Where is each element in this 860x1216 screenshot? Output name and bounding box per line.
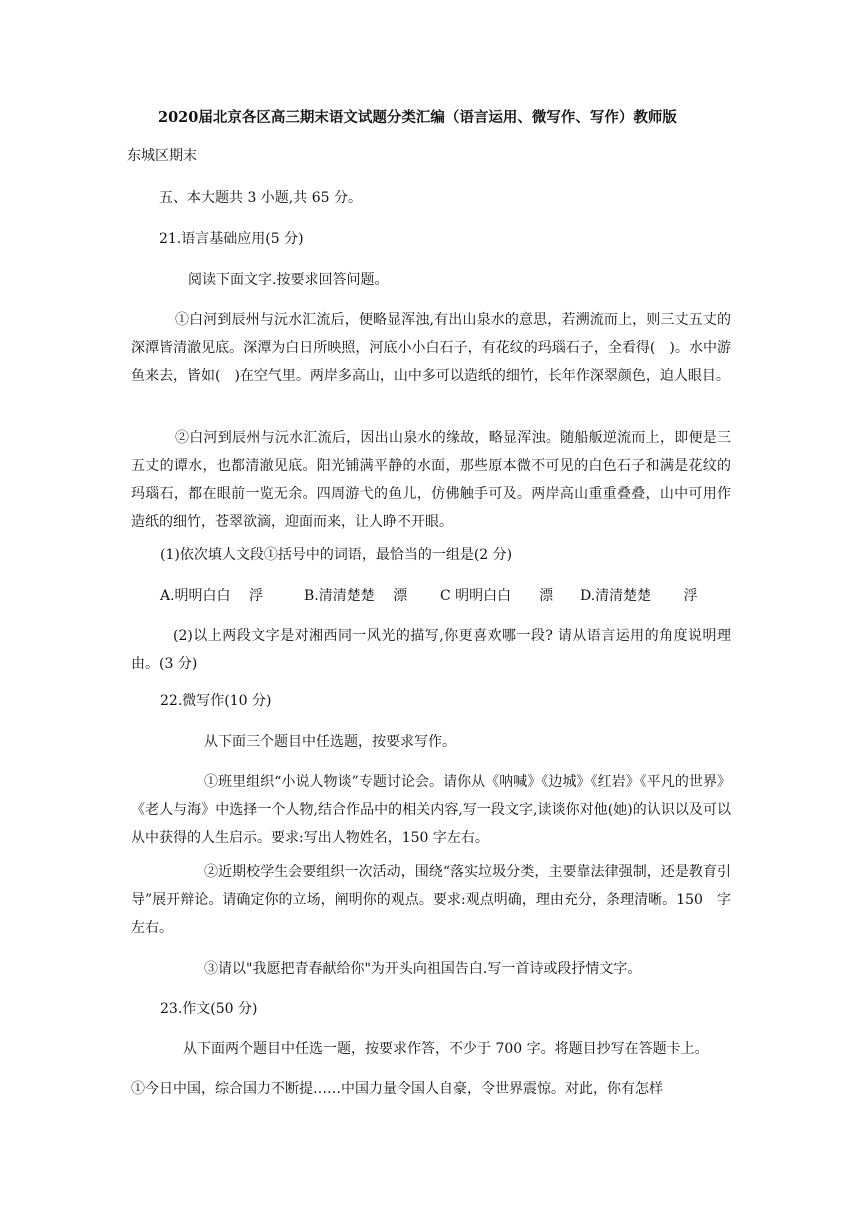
q22-topic-1: ①班里组织“小说人物谈”专题讨论会。请你从《呐喊》《边城》《红岩》《平凡的世界》《老人与海》中选择一个人物,结合作品中的相关内容,写一段文字,读谈你对他(她)的认识以及可以从中获得的人生启示。要求:写出人物姓名，150 字左右。 (131, 774, 731, 846)
q22-instruction: 从下面三个题目中任选题，按要求写作。 (204, 734, 456, 750)
option-b: B.清清楚楚 漂 (304, 588, 408, 604)
option-c: C 明明白白 漂 (440, 588, 554, 604)
q21-heading: 21.语言基础应用(5 分) (159, 231, 304, 247)
q21-instruction: 阅读下面文字.按要求回答问题。 (188, 272, 389, 288)
q23-instruction: 从下面两个题目中任选一题，按要求作答，不少于 700 字。将题目抄写在答题卡上。 (183, 1041, 709, 1057)
q23-heading: 23.作文(50 分) (160, 1001, 258, 1017)
q21-passage-2: ②白河到辰州与沅水汇流后，因出山泉水的缘故，略显浑浊。随船舨逆流而上，即便是三五丈的谭水，也都清澈见底。阳光铺满平静的水面，那些原本微不可见的白色石子和满是花纹的玛瑙石，都在眼前一览无余。四周游弋的鱼儿，仿佛触手可及。两岸高山重重叠叠，山中可用作造纸的细竹，苍翠欲滴，迎面而来，让人睁不开眼。 (131, 430, 731, 530)
q22-topic-3: ③请以"我愿把青春献给你"为开头向祖国告白.写一首诗或段抒情文字。 (204, 961, 642, 977)
option-a: A.明明白白 浮 (160, 588, 264, 604)
q22-topic-2: ②近期校学生会要组织一次活动，围绕“落实垃圾分类，主要靠法律强制，还是教育引导”展开辩论。请确定你的立场，阐明你的观点。要求:观点明确，理由充分，条理清晰。150 字左右。 (131, 864, 731, 936)
q21-subquestion-2: (2)以上两段文字是对湘西同一风光的描写,你更喜欢哪一段? 请从语言运用的角度说明理由。(3 分) (131, 628, 731, 672)
q22-heading: 22.微写作(10 分) (160, 693, 272, 709)
q23-topic-1: ①今日中国，综合国力不断提……中国力量令国人自豪，令世界震惊。对此，你有怎样 (131, 1081, 663, 1097)
district-label: 东城区期末 (127, 148, 197, 164)
section-heading: 五、本大题共 3 小题,共 65 分。 (159, 190, 362, 206)
option-d: D.清清楚楚 浮 (580, 588, 698, 604)
document-title: 2020届北京各区高三期末语文试题分类汇编（语言运用、微写作、写作）教师版 (158, 109, 677, 126)
q21-subquestion-1: (1)依次填人文段①括号中的词语，最恰当的一组是(2 分) (160, 547, 513, 563)
q21-passage-1: ①白河到辰州与沅水汇流后，便略显浑浊,有出山泉水的意思，若溯流而上，则三丈五丈的深潭皆清澈见底。深潭为白日所映照，河底小小白石子，有花纹的玛瑙石子，全看得( )。水中游鱼来去，皆如( )在空气里。两岸多高山，山中多可以造纸的细竹，长年作深翠颜色，迫人眼目。 (131, 312, 731, 384)
